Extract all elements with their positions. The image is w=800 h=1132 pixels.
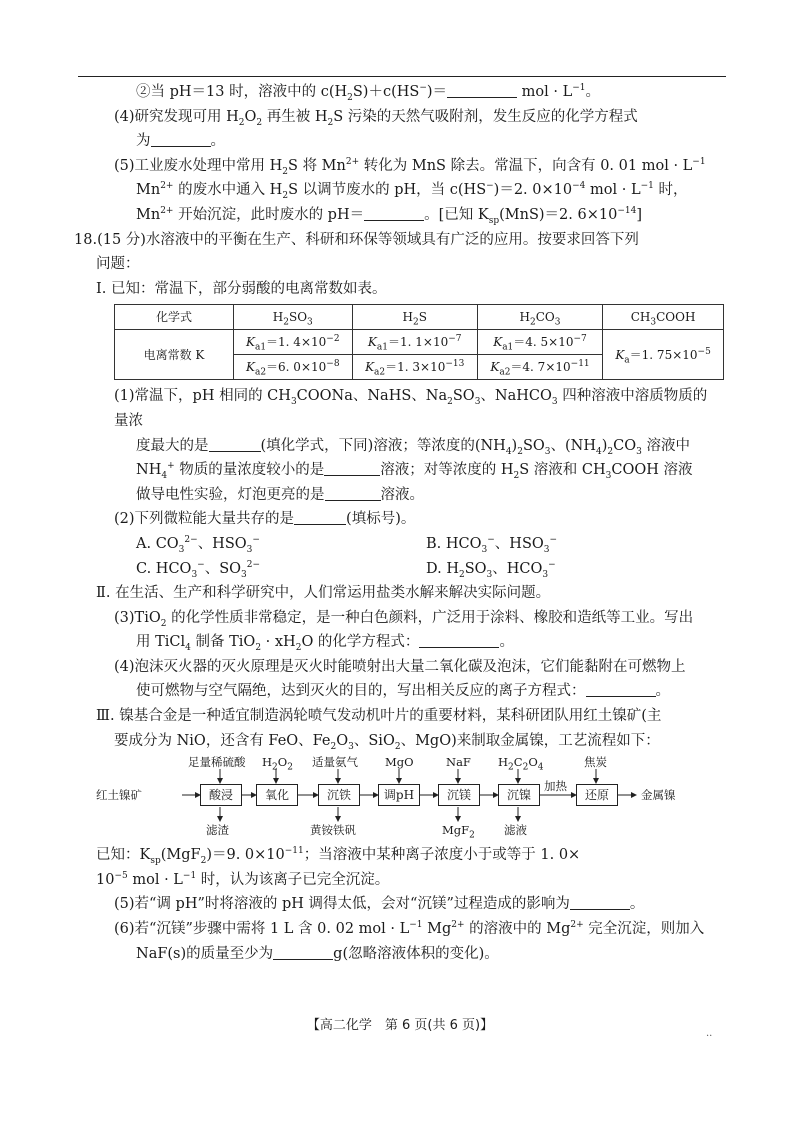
q18-header-line2: 问题： [96,256,140,273]
answer-blank[interactable] [294,510,346,525]
part2-title: Ⅱ. 在生活、生产和科学研究中，人们常运用盐类水解来解决实际问题。 [96,585,551,602]
step-magnesium-precipitation: 沉镁 [438,784,480,806]
q17-5-line2: $Mn^{2+}$ 的废水中通入 $H_2S$ 以调节废水的 pH，当 c(HS−)＝2. $0\times 10^{-4}$ mol · $L^{-1}$ 时， [136,181,688,202]
q18-header: 18.(15 分)水溶液中的平衡在生产、科研和环保等领域具有广泛的应用。按要求回答下列 [74,231,639,248]
process-flow-diagram [96,755,720,839]
reagent-label: 焦炭 [584,755,607,770]
answer-blank[interactable] [570,895,630,910]
table-row [115,330,724,355]
q18-1-line1: (1)常温下，pH 相同的 $CH_3COONa$、NaHS、$Na_2SO_3$、NaHCO$_3$ 四种溶液中溶质物质的量浓 [114,388,708,429]
table-cell: $H_2S$ [352,305,477,330]
q18-4-line2: 使可燃物与空气隔绝，达到灭火的目的，写出相关反应的离子方程式： 。 [136,683,670,700]
answer-blank[interactable] [273,945,333,960]
raw-material-label: 红土镍矿 [96,788,142,803]
q18-4-line1: (4)泡沫灭火器的灭火原理是灭火时能喷射出大量二氧化碳及泡沫，它们能黏附在可燃物上 [114,658,686,675]
table-cell: $H_2SO_3$ [234,305,353,330]
table-cell: $K_{a2}=6$. $0\times 10^{-8}$ [234,355,353,380]
part1-title: Ⅰ. 已知：常温下，部分弱酸的电离常数如表。 [96,280,387,297]
table-cell: $CH_3COOH$ [603,305,724,330]
step-oxidize: 氧化 [256,784,298,806]
answer-blank[interactable] [209,437,261,452]
step-adjust-ph: 调pH [378,784,420,806]
known-line1: 已知：$K_{sp}(MgF_2)=9$. $0\times 10^{-11}$；当溶液中某种离子浓度小于或等于 1. 0× [96,846,581,867]
step-acid-leach: 酸浸 [200,784,242,806]
product-label: 金属镍 [641,788,676,803]
table-cell: $H_2CO_3$ [477,305,602,330]
part3-line2: 要成分为 NiO，还含有 FeO、$Fe_2O_3$、SiO$_2$、MgO)来制取金属镍，工艺流程如下： [114,732,660,752]
q18-1-line4: 做导电性实验，灯泡更亮的是 溶液。 [136,486,424,503]
part3-line1: Ⅲ. 镍基合金是一种适宜制造涡轮喷气发动机叶片的重要材料，某科研团队用红土镍矿(主 [96,708,662,725]
step-reduction: 还原 [576,784,618,806]
q18-1-line2: 度最大的是 (填化学式，下同)溶液；等浓度的$(NH_4)_2SO_3$、$(NH_4)_2CO_3$ 溶液中 [136,437,690,457]
table-cell: $K_{a1}=1$. $1\times 10^{-7}$ [352,330,477,355]
answer-blank[interactable] [324,461,380,476]
answer-blank[interactable] [586,682,656,697]
reagent-label: 适量氨气 [312,755,358,770]
table-cell: $K_{a2}=4$. $7\times 10^{-11}$ [477,355,602,380]
table-cell: 化学式 [115,305,234,330]
table-cell: $K_a=1$. $75\times 10^{-5}$ [603,330,724,380]
table-header-row [115,305,724,330]
reagent-label: 足量稀硫酸 [188,755,246,770]
q17-part2: ②当 pH＝13 时，溶液中的 $c(H_2S)+c(HS^-)=$ mol · $L^{-1}$。 [136,83,601,103]
byproduct-label: 滤液 [504,823,527,838]
option-b[interactable]: B. $HCO_3^-$、$HSO_3^-$ [426,535,558,555]
table-cell: $K_{a1}=1$. $4\times 10^{-2}$ [234,330,353,355]
option-d[interactable]: D. $H_2SO_3$、$HCO_3^-$ [426,559,556,580]
answer-blank[interactable] [364,206,424,221]
answer-blank[interactable] [419,633,499,648]
reagent-label: $H_2C_2O_4$ [498,755,544,773]
q18-2: (2)下列微粒能大量共存的是 (填标号)。 [114,511,416,528]
corner-mark: .. [706,1028,713,1039]
table-cell: $K_{a2}=1$. $3\times 10^{-13}$ [352,355,477,380]
answer-blank[interactable] [151,132,211,147]
byproduct-label: MgF$_2$ [442,823,475,841]
option-c[interactable]: C. $HCO_3^-$、$SO_3^{2-}$ [136,559,261,580]
q17-5-line3: $Mn^{2+}$ 开始沉淀，此时废水的 pH＝ 。[已知 $K_{sp}(MnS)=2$. $6\times 10^{-14}$] [136,206,642,226]
step-iron-precipitation: 沉铁 [318,784,360,806]
q18-3-line2: 用 TiCl$_4$ 制备 $TiO_2 \cdot xH_2O$ 的化学方程式： 。 [136,634,514,654]
q18-1-line3: $NH_4^+$ 物质的量浓度较小的是 溶液；对等浓度的 $H_2S$ 溶液和 $CH_3COOH$ 溶液 [136,461,693,482]
q18-3-line1: (3)TiO$_2$ 的化学性质非常稳定，是一种白色颜料，广泛用于涂料、橡胶和造纸等工业。写出 [114,609,694,629]
reagent-label: NaF [446,755,471,770]
top-rule [78,76,726,77]
table-cell: 电离常数 K [115,330,234,380]
reagent-label: MgO [385,755,414,770]
q18-2-options [96,532,720,581]
reagent-label: $H_2O_2$ [262,755,293,773]
answer-blank[interactable] [447,83,517,98]
q17-4-line1: (4)研究发现可用 $H_2O_2$ 再生被 $H_2S$ 污染的天然气吸附剂，发生反应的化学方程式 [114,108,638,128]
page-content [74,80,720,966]
heating-label: 加热 [544,779,567,794]
q17-4-line2: 为 。 [136,133,225,150]
q18-6-line1: (6)若“沉镁”步骤中需将 1 L 含 0. 02 mol · $L^{-1}$ $Mg^{2+}$ 的溶液中的 $Mg^{2+}$ 完全沉淀，则加入 [114,920,705,938]
byproduct-label: 滤渣 [206,823,229,838]
ionization-constant-table [114,304,724,380]
answer-blank[interactable] [325,486,381,501]
q18-6-line2: NaF(s)的质量至少为 g(忽略溶液体积的变化)。 [136,945,499,962]
q17-5-line1: (5)工业废水处理中常用 $H_2S$ 将 $Mn^{2+}$ 转化为 MnS 除去。常温下，向含有 0. 01 mol · $L^{-1}$ [114,156,706,177]
page-footer: 【高二化学 第 6 页(共 6 页)】 [306,1018,494,1033]
table-cell: $K_{a1}=4$. $5\times 10^{-7}$ [477,330,602,355]
known-line2: $10^{-5}$ mol · $L^{-1}$ 时，认为该离子已完全沉淀。 [96,871,390,888]
step-nickel-precipitation: 沉镍 [498,784,540,806]
byproduct-label: 黄铵铁矾 [310,823,356,838]
q18-5: (5)若“调 pH”时将溶液的 pH 调得太低，会对“沉镁”过程造成的影响为 。 [114,896,645,913]
question-number: 18. [74,231,98,248]
option-a[interactable]: A. $CO_3^{2-}$、$HSO_3^-$ [136,535,260,555]
